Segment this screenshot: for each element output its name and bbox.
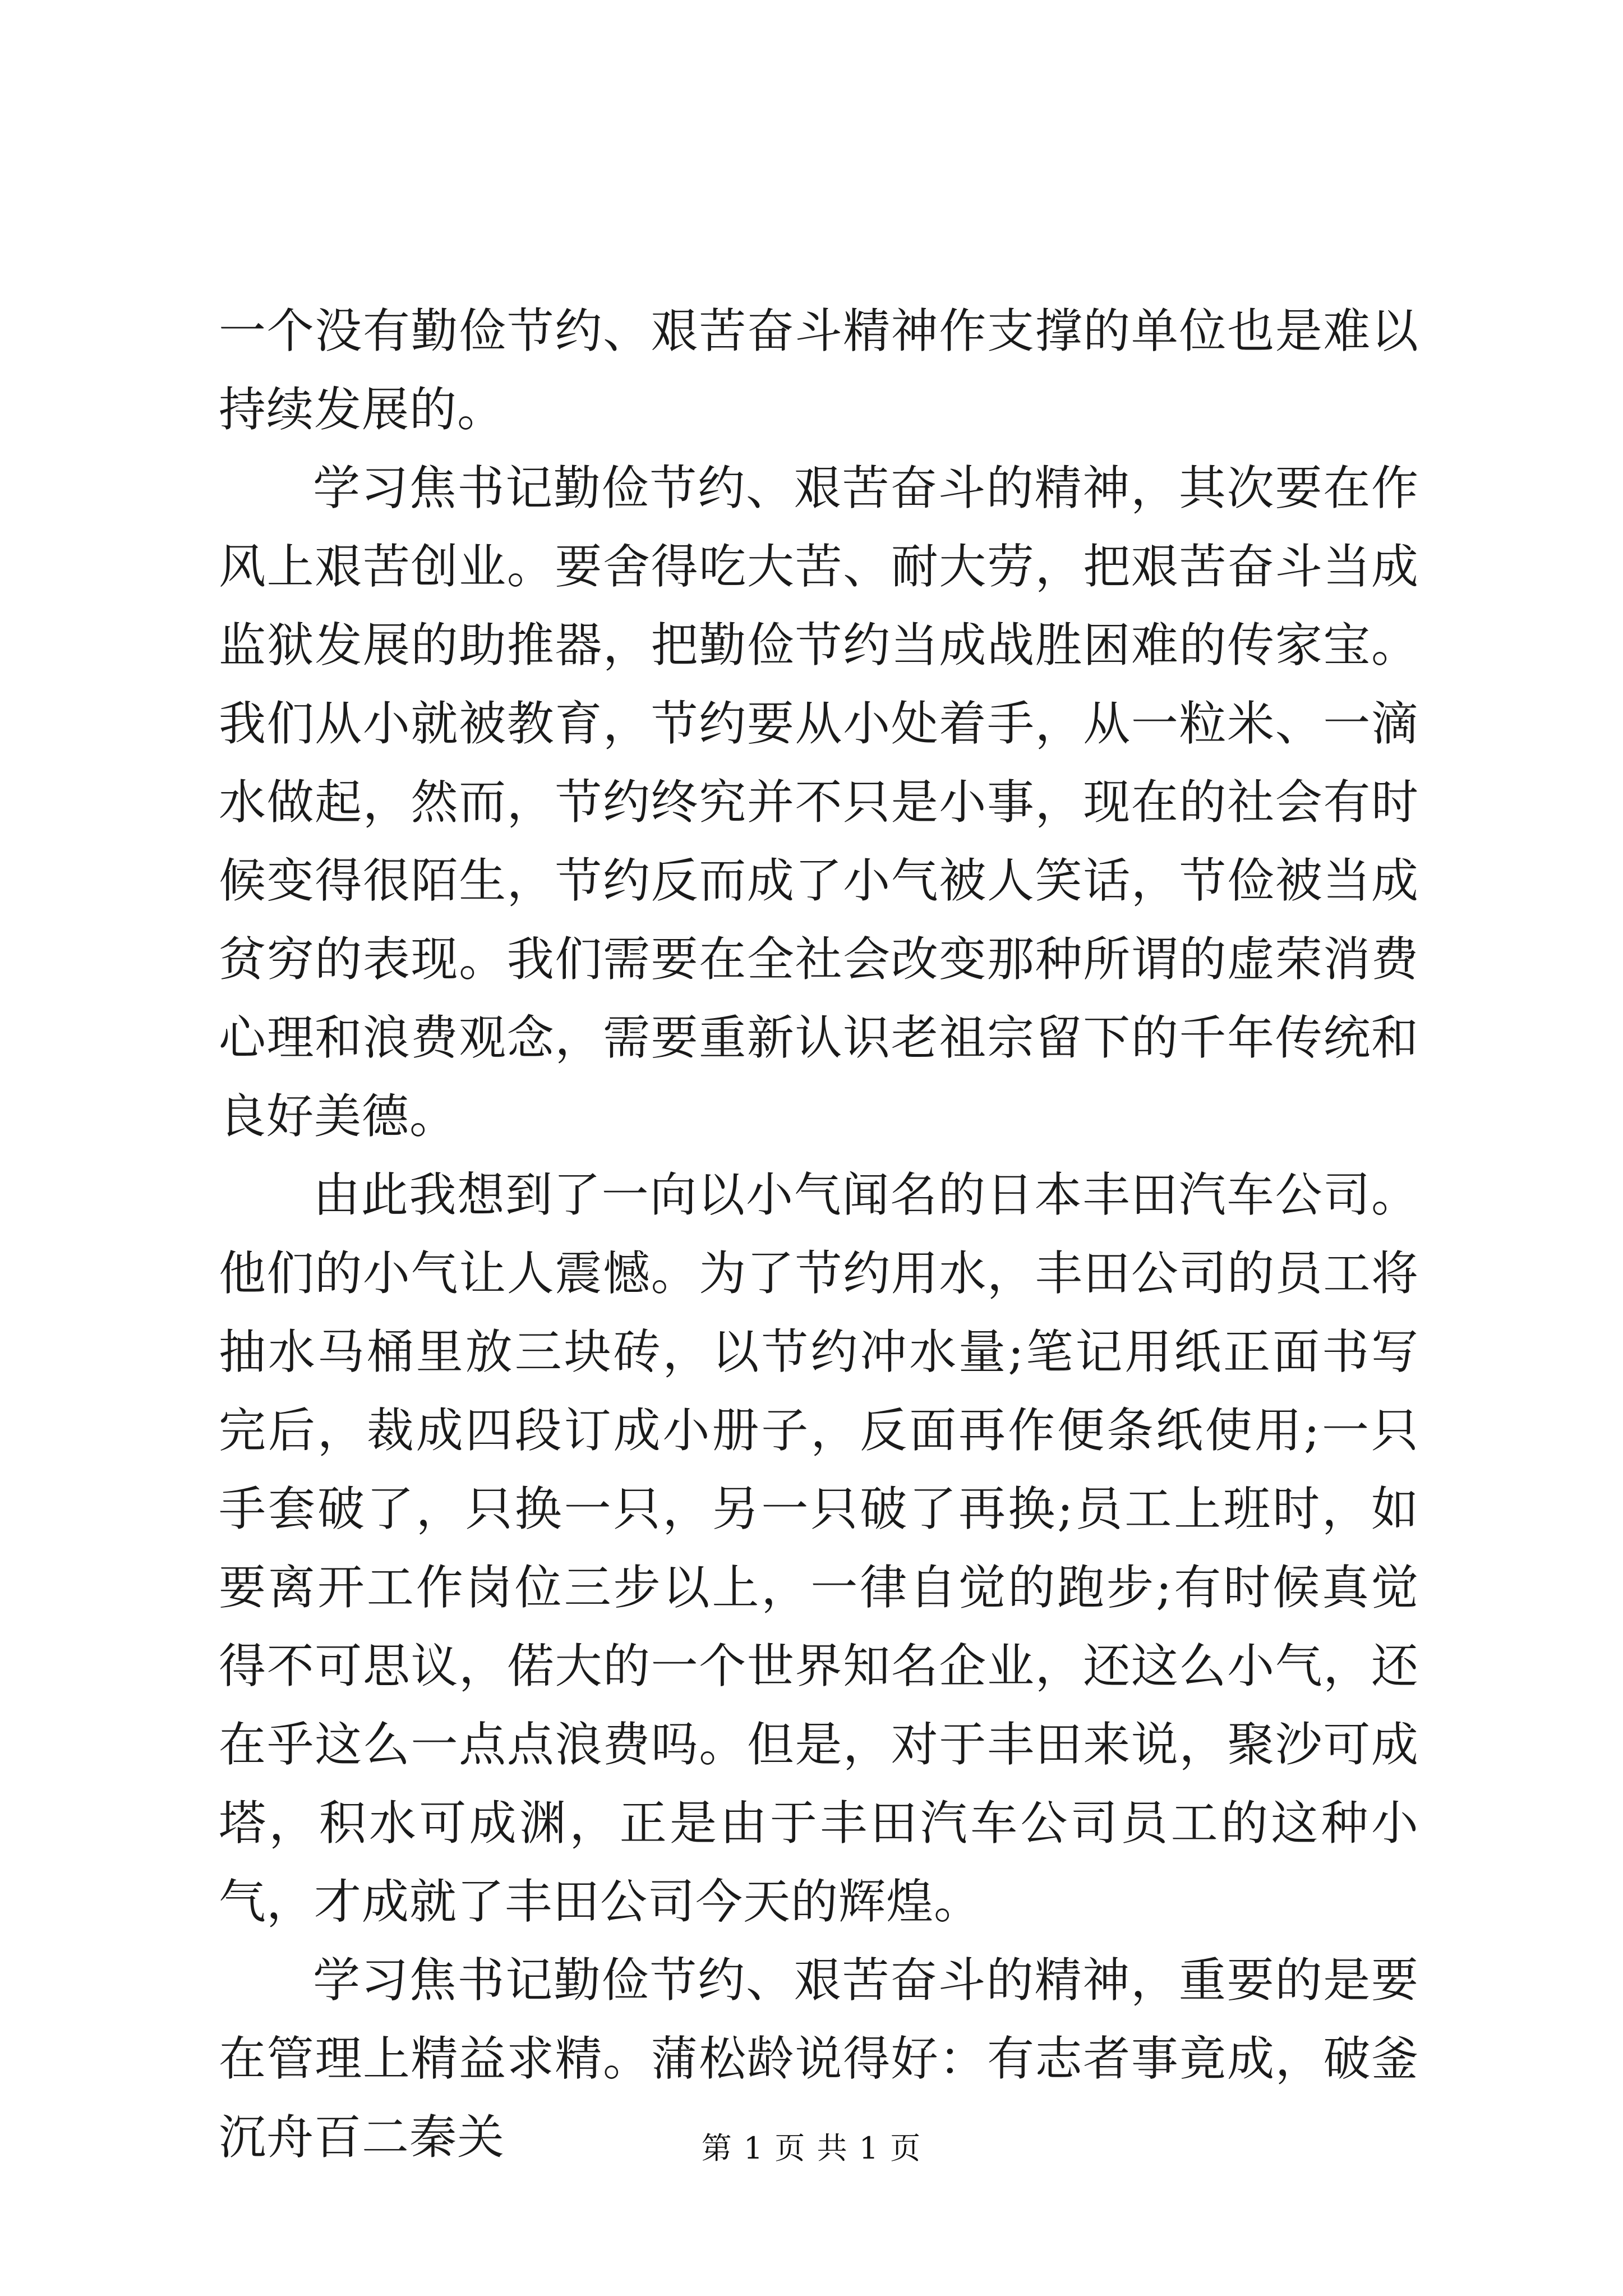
paragraph-4: 学习焦书记勤俭节约、艰苦奋斗的精神，重要的是要在管理上精益求精。蒲松龄说得好：有志者事竟成，破釜沉舟百二秦关 bbox=[219, 1953, 1419, 2165]
paragraph-1: 一个没有勤俭节约、艰苦奋斗精神作支撑的单位也是难以持续发展的。 bbox=[219, 303, 1419, 437]
page-number-footer: 第 1 页 共 1 页 bbox=[701, 2131, 922, 2166]
document-body bbox=[219, 292, 1419, 2177]
paragraph-3: 由此我想到了一向以小气闻名的日本丰田汽车公司。他们的小气让人震憾。为了节约用水，丰田公司的员工将抽水马桶里放三块砖，以节约冲水量;笔记用纸正面书写完后，裁成四段订成小册子，反面再作便条纸使用;一只手套破了，只换一只，另一只破了再换;员工上班时，如要离开工作岗位三步以上，一律自觉的跑步;有时候真觉得不可思议，偌大的一个世界知名企业，还这么小气，还在乎这么一点点浪费吗。但是，对于丰田来说，聚沙可成塔，积水可成渊，正是由于丰田汽车公司员工的这种小气，才成就了丰田公司今天的辉煌。 bbox=[219, 1167, 1419, 1929]
paragraph-2: 学习焦书记勤俭节约、艰苦奋斗的精神，其次要在作风上艰苦创业。要舍得吃大苦、耐大劳，把艰苦奋斗当成监狱发展的助推器，把勤俭节约当成战胜困难的传家宝。我们从小就被教育，节约要从小处着手，从一粒米、一滴水做起，然而，节约终究并不只是小事，现在的社会有时候变得很陌生，节约反而成了小气被人笑话，节俭被当成贫穷的表现。我们需要在全社会改变那种所谓的虚荣消费心理和浪费观念，需要重新认识老祖宗留下的千年传统和良好美德。 bbox=[219, 461, 1419, 1144]
